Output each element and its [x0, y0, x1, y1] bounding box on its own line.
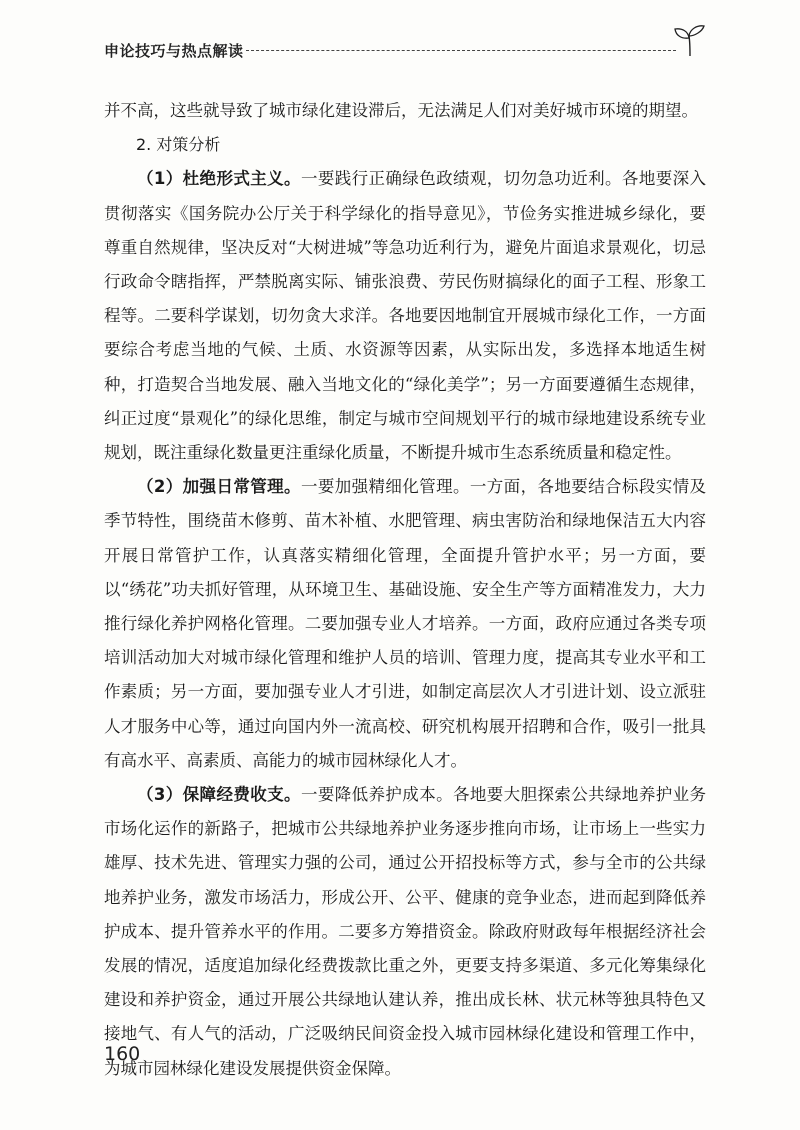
- page-number: 160: [104, 1043, 141, 1065]
- paragraph: [104, 778, 706, 1086]
- section-title: 2. 对策分析: [136, 135, 221, 155]
- running-header: [104, 34, 704, 74]
- sprout-icon: [672, 24, 708, 58]
- article-body: [104, 94, 706, 1086]
- paragraph-text: 一要加强精细化管理。一方面，各地要结合标段实情及季节特性，围绕苗木修剪、苗木补植、水肥管理、病虫害防治和绿地保洁五大内容开展日常管护工作，认真落实精细化管理，全面提升管护水平；另一方面，要以“绣花”功夫抓好管理，从环境卫生、基础设施、安全生产等方面精准发力，大力推行绿化养护网格化管理。二要加强专业人才培养。一方面，政府应通过各类专项培训活动加大对城市绿化管理和维护人员的培训、管理力度，提高其专业水平和工作素质；另一方面，要加强专业人才引进，如制定高层次人才引进计划、设立派驻人才服务中心等，通过向国内外一流高校、研究机构展开招聘和合作，吸引一批具有高水平、高素质、高能力的城市园林绿化人才。: [104, 477, 707, 770]
- paragraph: [104, 162, 706, 470]
- paragraph-lead: （3）保障经费收支。: [137, 785, 301, 805]
- paragraph-lead: （2）加强日常管理。: [137, 477, 301, 497]
- paragraph-lead: （1）杜绝形式主义。: [137, 169, 301, 189]
- continuation-paragraph: 并不高，这些就导致了城市绿化建设滞后，无法满足人们对美好城市环境的期望。: [104, 101, 698, 120]
- paragraph: [104, 470, 706, 778]
- paragraph-text: 一要践行正确绿色政绩观，切勿急功近利。各地要深入贯彻落实《国务院办公厅关于科学绿化的指导意见》，节俭务实推进城乡绿化，要尊重自然规律，坚决反对“大树进城”等急功近利行为，避免片面追求景观化，切忌行政命令瞎指挥，严禁脱离实际、铺张浪费、劳民伤财搞绿化的面子工程、形象工程等。二要科学谋划，切勿贪大求洋。各地要因地制宜开展城市绿化工作，一方面要综合考虑当地的气候、土质、水资源等因素，从实际出发，多选择本地适生树种，打造契合当地发展、融入当地文化的“绿化美学”；另一方面要遵循生态规律，纠正过度“景观化”的绿化思维，制定与城市空间规划平行的城市绿地建设系统专业规划，既注重绿化数量更注重绿化质量，不断提升城市生态系统质量和稳定性。: [104, 169, 707, 463]
- header-title: 申论技巧与热点解读: [104, 42, 244, 60]
- header-rule: [246, 50, 676, 51]
- paragraph-text: 一要降低养护成本。各地要大胆探索公共绿地养护业务市场化运作的新路子，把城市公共绿地养护业务逐步推向市场，让市场上一些实力雄厚、技术先进、管理实力强的公司，通过公开招投标等方式，参与全市的公共绿地养护业务，激发市场活力，形成公开、公平、健康的竞争业态，进而起到降低养护成本、提升管养水平的作用。二要多方筹措资金。除政府财政每年根据经济社会发展的情况，适度追加绿化经费拨款比重之外，更要支持多渠道、多元化筹集绿化建设和养护资金，通过开展公共绿地认建认养，推出成长林、状元林等独具特色又接地气、有人气的活动，广泛吸纳民间资金投入城市园林绿化建设和管理工作中，为城市园林绿化建设发展提供资金保障。: [104, 785, 707, 1078]
